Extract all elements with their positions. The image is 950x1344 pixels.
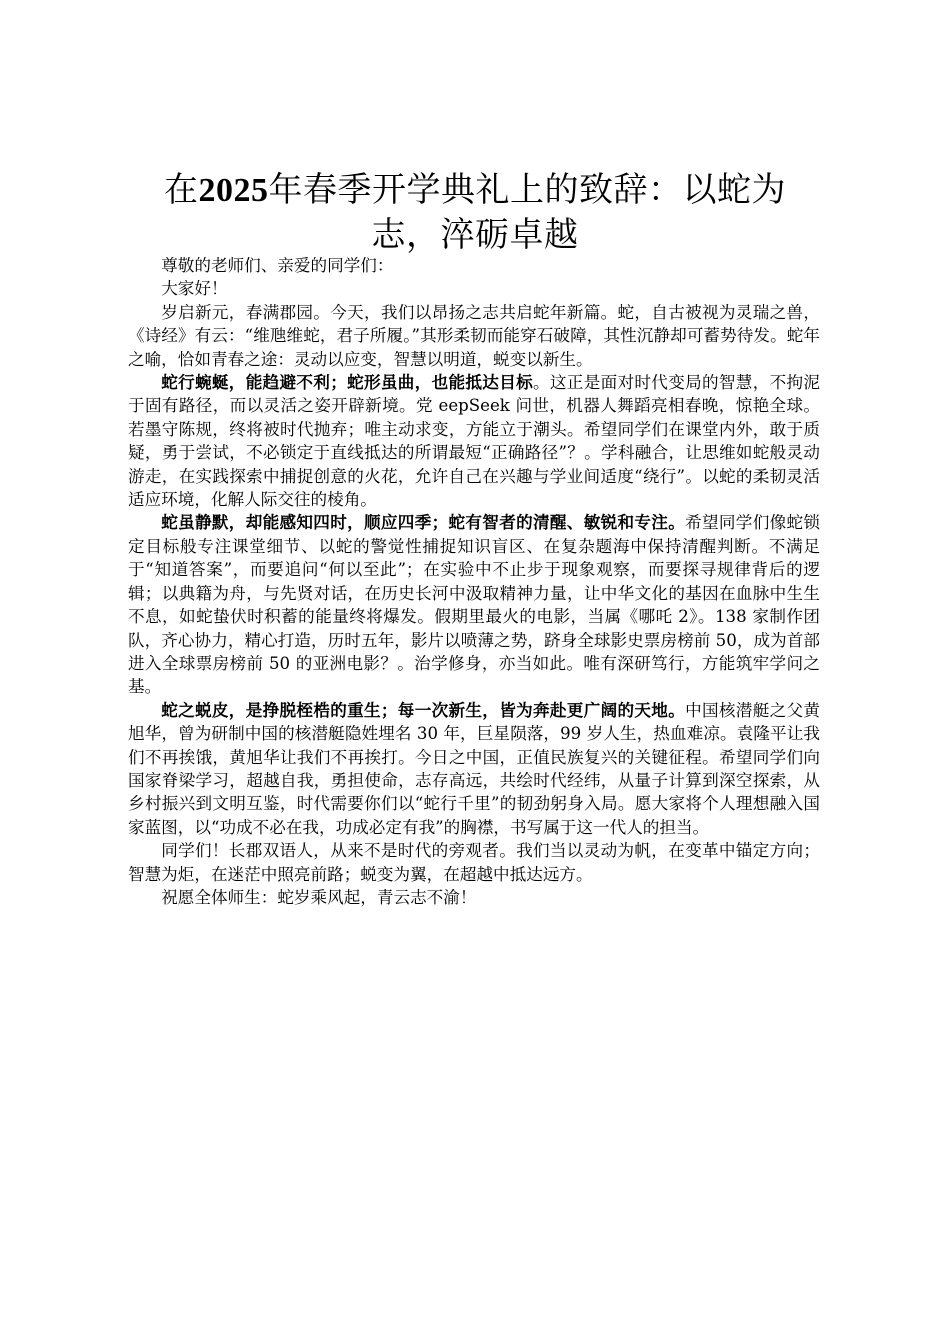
paragraph-rebirth bbox=[128, 699, 820, 839]
paragraph-rebirth-text: 中国核潜艇之父黄旭华，曾为研制中国的核潜艇隐姓埋名 30 年，巨星陨落，99 岁人生，热血难凉。袁隆平让我们不再挨饿，黄旭华让我们不再挨打。今日之中国，正值民族复兴的关键征程。希望同学们向国家脊梁学习，超越自我，勇担使命，志存高远，共绘时代经纬，从量子计算到深空探索，从乡村振兴到文明互鉴，时代需要你们以“蛇行千里”的韧劲躬身入局。愿大家将个人理想融入国家蓝图，以“功成不必在我，功成必定有我”的胸襟，书写属于这一代人的担当。 bbox=[128, 700, 821, 837]
hello-line: 大家好！ bbox=[161, 279, 228, 299]
paragraph-focus-text: 希望同学们像蛇锁定目标般专注课堂细节、以蛇的警觉性捕捉知识盲区、在复杂题海中保持清醒判断。不满足于“知道答案”，而要追问“何以至此”；在实验中不止步于现象观察，而要探寻规律背后的逻辑；以典籍为舟，与先贤对话，在历史长河中汲取精神力量，让中华文化的基因在血脉中生生不息，如蛇蛰伏时积蓄的能量终将爆发。假期里最火的电影，当属《哪吒 2》。138 家制作团队，齐心协力，精心打造，历时五年，影片以喷薄之势，跻身全球影史票房榜前 50，成为首部进入全球票房榜前 50 的亚洲电影？。治学修身，亦当如此。唯有深研笃行，方能筑牢学问之基。 bbox=[128, 513, 821, 697]
paragraph-focus-lead: 蛇虽静默，却能感知四时，顺应四季；蛇有智者的清醒、敏锐和专注。 bbox=[161, 512, 686, 533]
paragraph-flexibility bbox=[128, 371, 820, 511]
paragraph-flexibility-lead: 蛇行蜿蜒，能趋避不利；蛇形虽曲，也能抵达目标 bbox=[161, 372, 533, 393]
title-year: 2025 bbox=[198, 172, 269, 209]
document-title bbox=[130, 168, 820, 258]
wish-line: 祝愿全体师生：蛇岁乘风起，青云志不渝！ bbox=[161, 887, 477, 907]
paragraph-flexibility-text: 。这正是面对时代变局的智慧，不拘泥于固有路径，而以灵活之姿开辟新境。党 eepSeek 问世，机器人舞蹈亮相春晚，惊艳全球。若墨守陈规，终将被时代抛弃；唯主动求变，方能立于潮头。希望同学们在课堂内外，敢于质疑，勇于尝试，不必锁定于直线抵达的所谓最短“正确路径”？。学科融合，让思维如蛇般灵动游走，在实践探索中捕捉创意的火花，允许自己在兴趣与学业间适度“绕行”。以蛇的柔韧灵活适应环境，化解人际交往的棱角。 bbox=[128, 373, 821, 510]
title-rest: 年春季开学典礼上的致辞：以蛇为志，淬砺卓越 bbox=[268, 170, 786, 255]
closing-paragraph: 同学们！长郡双语人，从来不是时代的旁观者。我们当以灵动为帆，在变革中锚定方向；智慧为炬，在迷茫中照亮前路；蜕变为翼，在超越中抵达远方。 bbox=[128, 841, 820, 884]
document-body bbox=[128, 254, 820, 909]
intro-paragraph: 岁启新元，春满郡园。今天，我们以昂扬之志共启蛇年新篇。蛇，自古被视为灵瑞之兽，《诗经》有云：“维虺维蛇，君子所履。”其形柔韧而能穿石破障，其性沉静却可蓄势待发。蛇年之喻，恰如青春之途：灵动以应变，智慧以明道，蜕变以新生。 bbox=[128, 302, 820, 369]
paragraph-focus bbox=[128, 511, 820, 698]
title-prefix: 在 bbox=[164, 170, 199, 210]
greeting-line: 尊敬的老师们、亲爱的同学们： bbox=[161, 256, 394, 275]
paragraph-rebirth-lead: 蛇之蜕皮，是挣脱桎梏的重生；每一次新生，皆为奔赴更广阔的天地。 bbox=[161, 699, 686, 720]
